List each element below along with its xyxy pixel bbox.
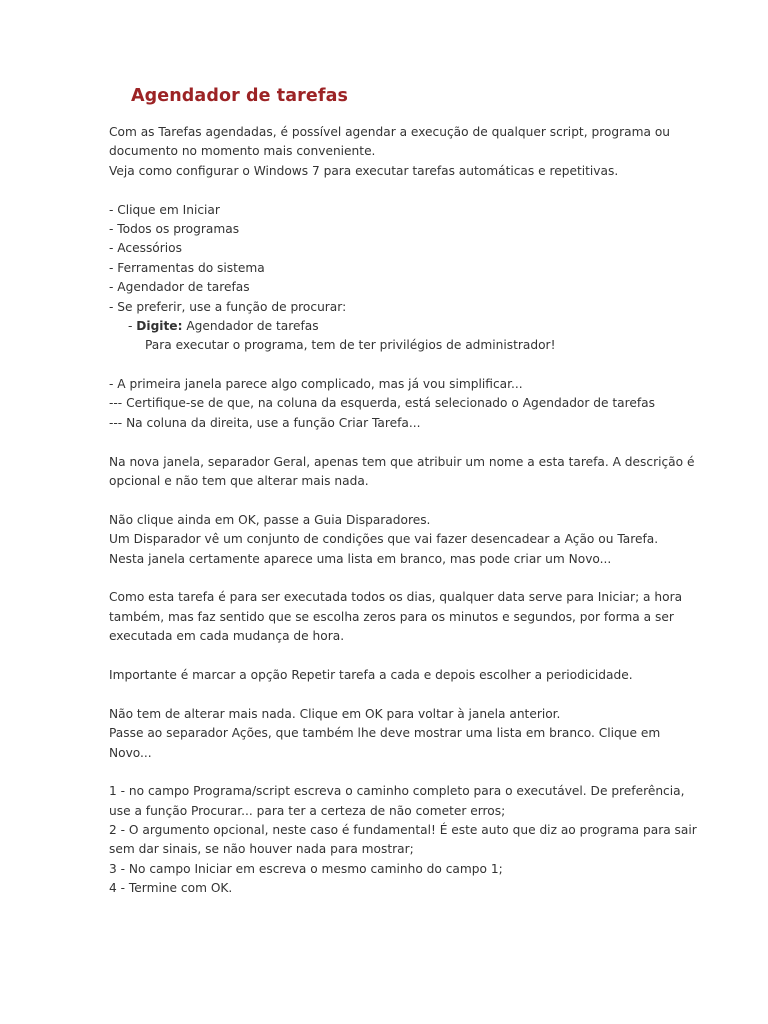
- text-line: --- Certifique-se de que, na coluna da esquerda, está selecionado o Agendador de tarefas: [109, 396, 655, 411]
- step-item: - Ferramentas do sistema: [109, 260, 265, 275]
- spacer: [109, 491, 669, 510]
- step-item: - Clique em Iniciar: [109, 202, 220, 217]
- digite-line: [109, 317, 669, 336]
- text-line: Na nova janela, separador Geral, apenas tem que atribuir um nome a esta tarefa. A descrição é: [109, 454, 695, 469]
- admin-note: Para executar o programa, tem de ter privilégios de administrador!: [145, 338, 556, 353]
- numbered-item: 3 - No campo Iniciar em escreva o mesmo caminho do campo 1;: [109, 861, 503, 876]
- text-line: executada em cada mudança de hora.: [109, 629, 345, 644]
- text-line: - A primeira janela parece algo complicado, mas já vou simplificar...: [109, 377, 523, 392]
- spacer: [109, 569, 669, 588]
- numbered-item: 2 - O argumento opcional, neste caso é fundamental! É este auto que diz ao programa para sair: [109, 823, 697, 838]
- text-line: documento no momento mais conveniente.: [109, 144, 376, 159]
- spacer: [109, 763, 669, 782]
- paragraph-intro: [109, 123, 669, 181]
- text-line: Como esta tarefa é para ser executada todos os dias, qualquer data serve para Iniciar; a hora: [109, 590, 683, 605]
- text-line: Nesta janela certamente aparece uma lista em branco, mas pode criar um Novo...: [109, 551, 612, 566]
- text-line: Não clique ainda em OK, passe a Guia Disparadores.: [109, 512, 431, 527]
- text-line: Passe ao separador Ações, que também lhe deve mostrar uma lista em branco. Clique em: [109, 726, 661, 741]
- text-line: opcional e não tem que alterar mais nada.: [109, 474, 369, 489]
- spacer: [109, 647, 669, 666]
- digite-label: Digite:: [136, 318, 183, 333]
- spacer: [109, 433, 669, 452]
- numbered-item: use a função Procurar... para ter a certeza de não cometer erros;: [109, 803, 506, 818]
- article-body: [109, 123, 697, 899]
- step-item: - Todos os programas: [109, 221, 240, 236]
- spacer: [109, 181, 669, 200]
- text-line: Com as Tarefas agendadas, é possível agendar a execução de qualquer script, programa ou: [109, 125, 671, 139]
- text-line: --- Na coluna da direita, use a função Criar Tarefa...: [109, 415, 421, 430]
- paragraph-nova-janela: [109, 453, 695, 492]
- paragraph-window: [109, 375, 669, 433]
- text-line: Um Disparador vê um conjunto de condições que vai fazer desencadear a Ação ou Tarefa.: [109, 532, 659, 547]
- numbered-list: [109, 782, 697, 898]
- step-item: - Se preferir, use a função de procurar:: [109, 299, 347, 314]
- page-title: Agendador de tarefas: [131, 86, 349, 106]
- text-line: também, mas faz sentido que se escolha zeros para os minutos e segundos, por forma a ser: [109, 609, 674, 624]
- spacer: [109, 356, 669, 375]
- numbered-item: 1 - no campo Programa/script escreva o caminho completo para o executável. De preferência,: [109, 784, 685, 799]
- paragraph-executada: [109, 588, 683, 646]
- paragraph-acoes: [109, 705, 669, 763]
- text-line: Importante é marcar a opção Repetir tarefa a cada e depois escolher a periodicidade.: [109, 667, 633, 682]
- spacer: [109, 685, 669, 704]
- numbered-item: sem dar sinais, se não houver nada para mostrar;: [109, 842, 414, 857]
- step-item: - Agendador de tarefas: [109, 280, 250, 295]
- digite-text: Agendador de tarefas: [182, 318, 319, 333]
- digite-prefix: -: [128, 318, 137, 333]
- paragraph-disparadores: [109, 511, 669, 569]
- text-line: Novo...: [109, 745, 152, 760]
- numbered-item: 4 - Termine com OK.: [109, 881, 233, 896]
- step-item: - Acessórios: [109, 241, 182, 256]
- paragraph-importante: [109, 666, 669, 685]
- text-line: Veja como configurar o Windows 7 para executar tarefas automáticas e repetitivas.: [109, 163, 619, 178]
- steps-list: [109, 201, 669, 356]
- text-line: Não tem de alterar mais nada. Clique em OK para voltar à janela anterior.: [109, 706, 561, 721]
